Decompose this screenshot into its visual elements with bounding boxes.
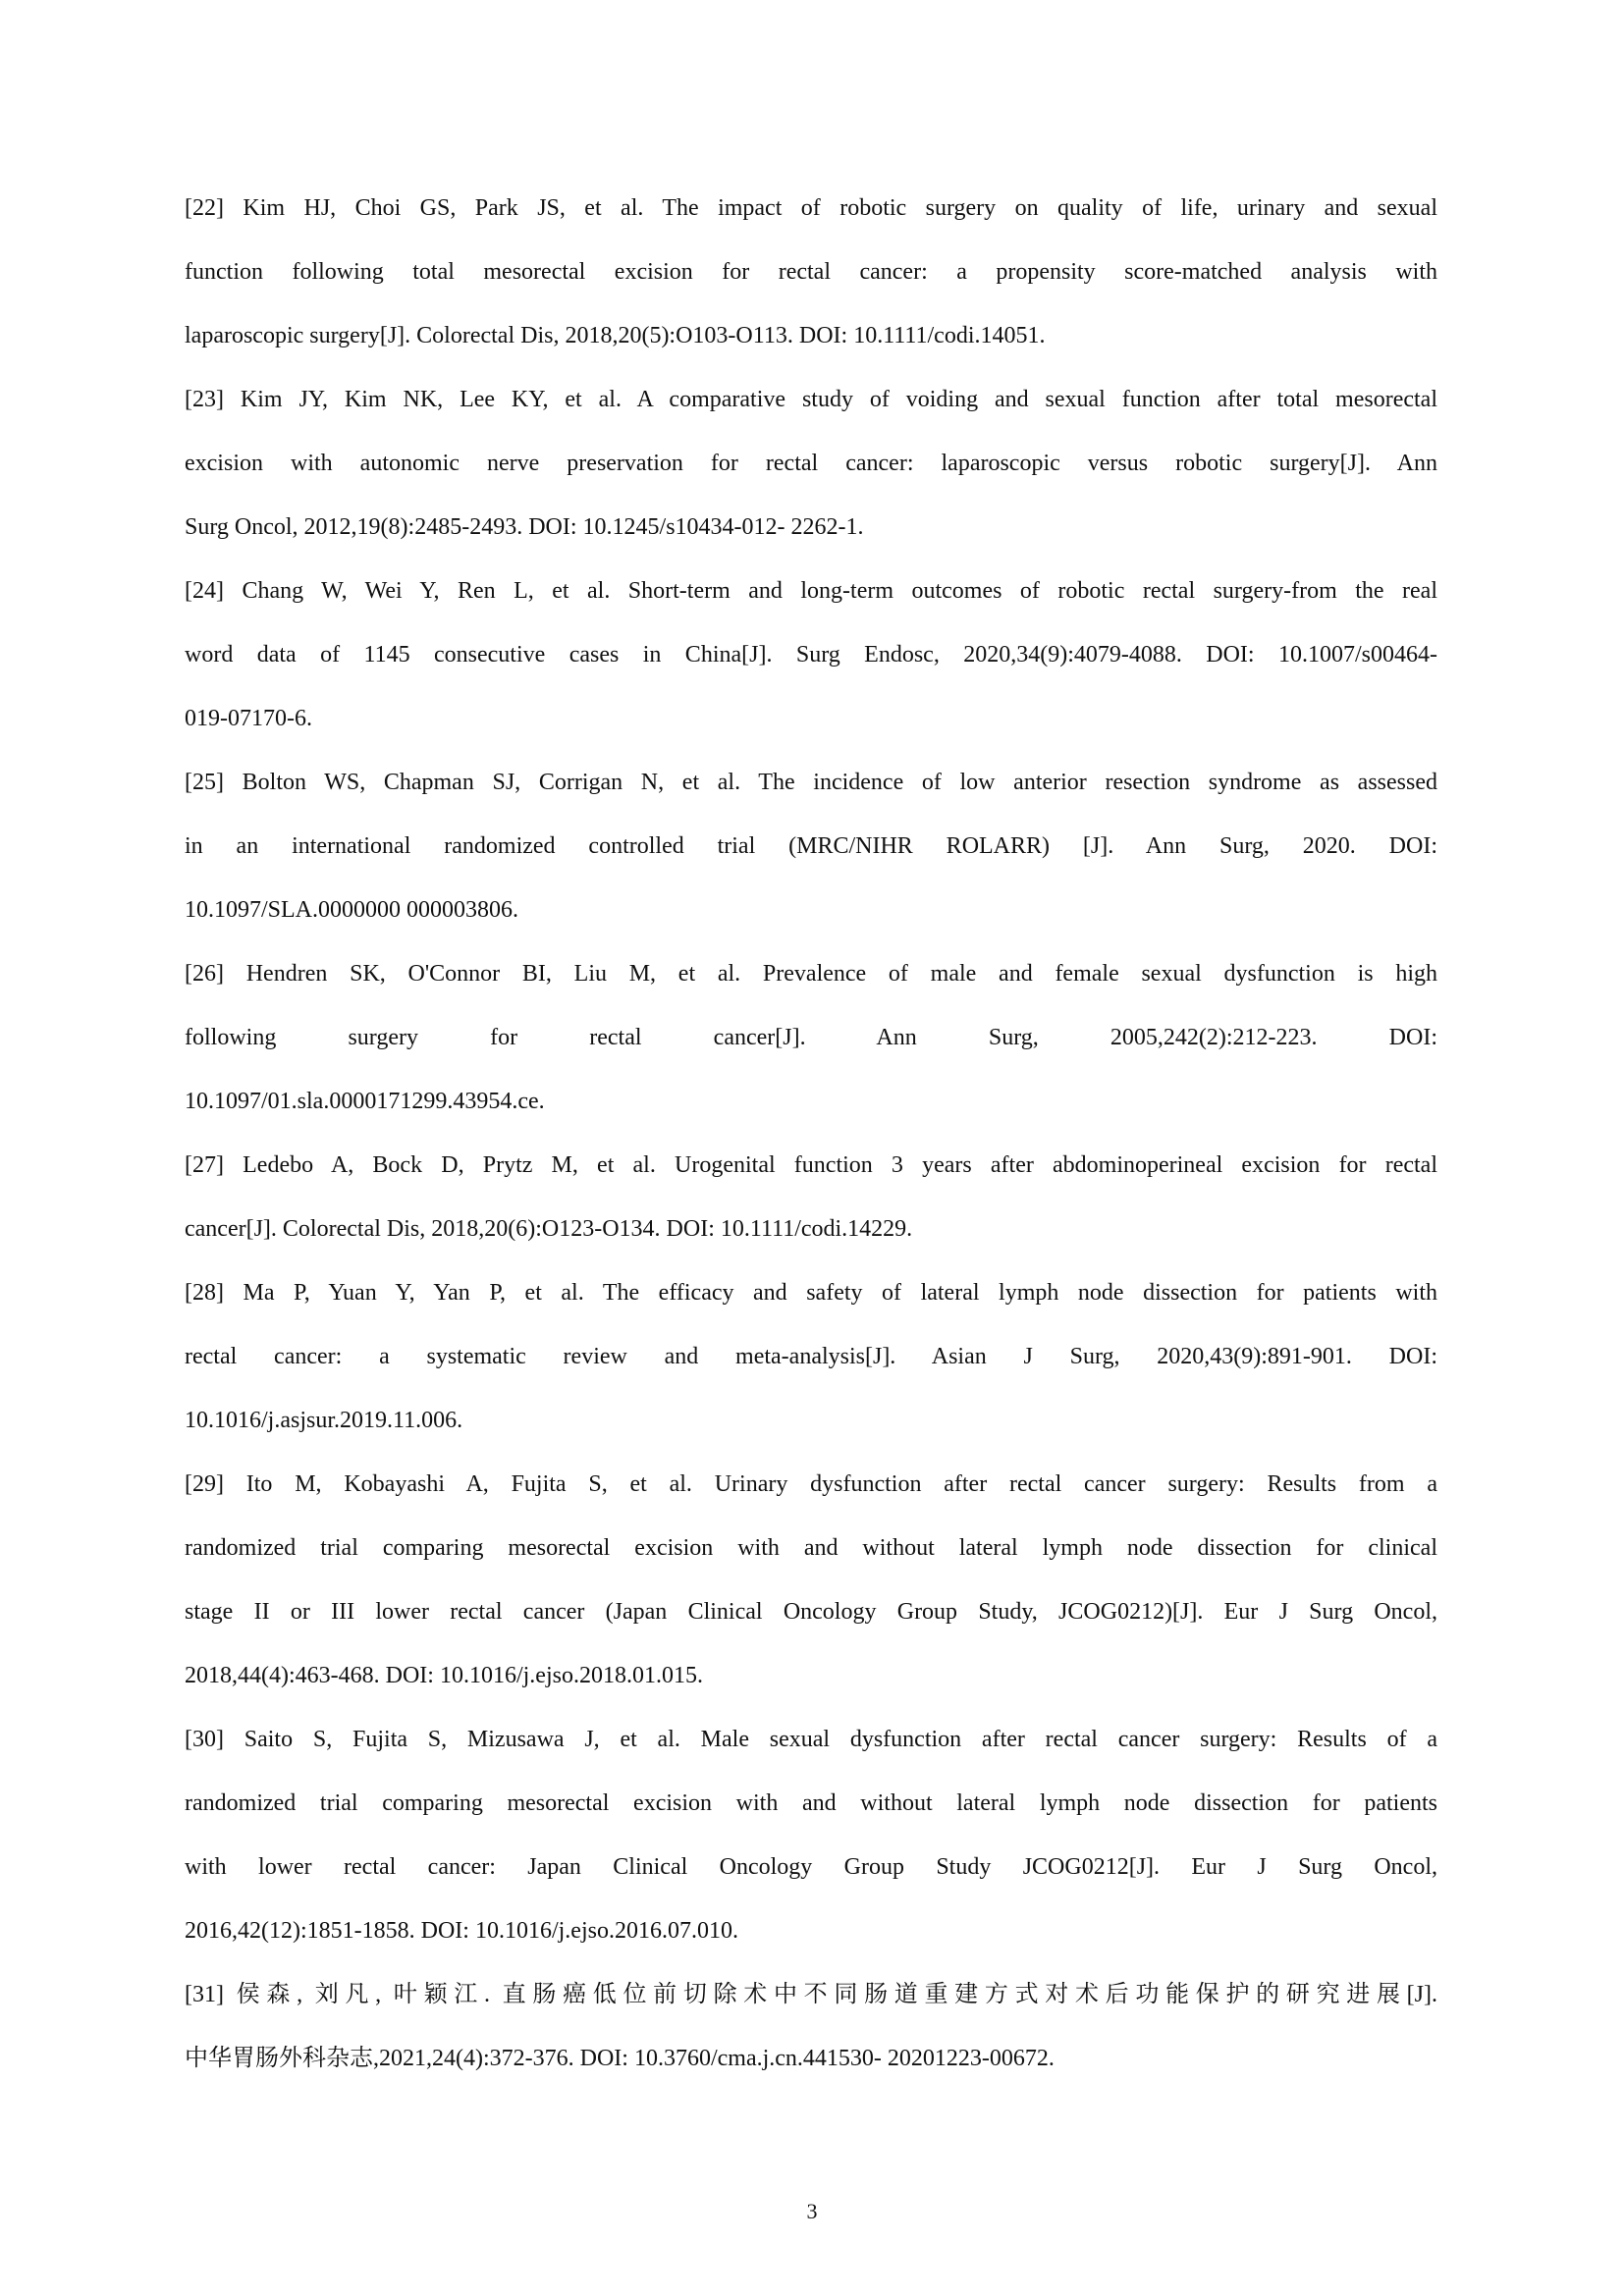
reference-line: [27] Ledebo A, Bock D, Prytz M, et al. Urogenital function 3 years after abdominoperineal excision for rectal	[185, 1152, 1437, 1178]
reference-line: stage II or III lower rectal cancer (Japan Clinical Oncology Group Study, JCOG0212)[J]. Eur J Surg Oncol,	[185, 1599, 1437, 1625]
reference-line: randomized trial comparing mesorectal excision with and without lateral lymph node dissection for patients	[185, 1790, 1437, 1816]
reference-line: word data of 1145 consecutive cases in China[J]. Surg Endosc, 2020,34(9):4079-4088. DOI: 10.1007/s00464-	[185, 642, 1437, 667]
reference-line: randomized trial comparing mesorectal excision with and without lateral lymph node dissection for clinical	[185, 1535, 1437, 1561]
reference-line: [23] Kim JY, Kim NK, Lee KY, et al. A comparative study of voiding and sexual function after total mesorectal	[185, 387, 1437, 412]
reference-line: [22] Kim HJ, Choi GS, Park JS, et al. The impact of robotic surgery on quality of life, urinary and sexual	[185, 195, 1437, 221]
reference-entry	[185, 751, 1437, 942]
reference-entry	[185, 942, 1437, 1134]
reference-entry	[185, 177, 1437, 368]
reference-line: with lower rectal cancer: Japan Clinical Oncology Group Study JCOG0212[J]. Eur J Surg Oncol,	[185, 1854, 1437, 1880]
reference-line: 10.1097/SLA.0000000 000003806.	[185, 897, 519, 923]
reference-line: 2016,42(12):1851-1858. DOI: 10.1016/j.ejso.2016.07.010.	[185, 1918, 738, 1944]
reference-line: [24] Chang W, Wei Y, Ren L, et al. Short-term and long-term outcomes of robotic rectal surgery-from the real	[185, 578, 1437, 604]
reference-line: following surgery for rectal cancer[J]. Ann Surg, 2005,242(2):212-223. DOI:	[185, 1025, 1437, 1050]
reference-line: 2018,44(4):463-468. DOI: 10.1016/j.ejso.2018.01.015.	[185, 1663, 703, 1688]
reference-entry	[185, 1963, 1437, 2091]
reference-line: [29] Ito M, Kobayashi A, Fujita S, et al. Urinary dysfunction after rectal cancer surgery: Results from a	[185, 1471, 1437, 1497]
reference-line: 中华胃肠外科杂志,2021,24(4):372-376. DOI: 10.3760/cma.j.cn.441530- 20201223-00672.	[185, 2046, 1055, 2071]
reference-list	[185, 177, 1437, 2091]
reference-entry	[185, 1708, 1437, 1963]
reference-line: Surg Oncol, 2012,19(8):2485-2493. DOI: 10.1245/s10434-012- 2262-1.	[185, 514, 864, 540]
reference-entry	[185, 1453, 1437, 1708]
reference-line: [30] Saito S, Fujita S, Mizusawa J, et al. Male sexual dysfunction after rectal cancer surgery: Results of a	[185, 1727, 1437, 1752]
reference-entry	[185, 560, 1437, 751]
reference-line: 10.1016/j.asjsur.2019.11.006.	[185, 1408, 463, 1433]
reference-line: [25] Bolton WS, Chapman SJ, Corrigan N, et al. The incidence of low anterior resection syndrome as assessed	[185, 770, 1437, 795]
reference-entry	[185, 368, 1437, 560]
reference-entry	[185, 1134, 1437, 1261]
reference-line: laparoscopic surgery[J]. Colorectal Dis, 2018,20(5):O103-O113. DOI: 10.1111/codi.14051.	[185, 323, 1046, 348]
reference-entry	[185, 1261, 1437, 1453]
reference-line: [28] Ma P, Yuan Y, Yan P, et al. The efficacy and safety of lateral lymph node dissection for patients with	[185, 1280, 1437, 1306]
reference-line: in an international randomized controlled trial (MRC/NIHR ROLARR) [J]. Ann Surg, 2020. DOI:	[185, 833, 1437, 859]
reference-line: excision with autonomic nerve preservation for rectal cancer: laparoscopic versus robotic surgery[J]. Ann	[185, 451, 1437, 476]
reference-line: 019-07170-6.	[185, 706, 312, 731]
reference-line: [26] Hendren SK, O'Connor BI, Liu M, et al. Prevalence of male and female sexual dysfunction is high	[185, 961, 1437, 987]
page-number: 3	[806, 2199, 818, 2223]
reference-line: cancer[J]. Colorectal Dis, 2018,20(6):O123-O134. DOI: 10.1111/codi.14229.	[185, 1216, 913, 1242]
reference-line: [31] 侯森, 刘凡, 叶颖江. 直肠癌低位前切除术中不同肠道重建方式对术后功能保护的研究进展[J].	[185, 1982, 1437, 2007]
reference-line: rectal cancer: a systematic review and meta-analysis[J]. Asian J Surg, 2020,43(9):891-901. DOI:	[185, 1344, 1437, 1369]
reference-line: 10.1097/01.sla.0000171299.43954.ce.	[185, 1089, 545, 1114]
reference-line: function following total mesorectal excision for rectal cancer: a propensity score-matched analysis with	[185, 259, 1437, 285]
